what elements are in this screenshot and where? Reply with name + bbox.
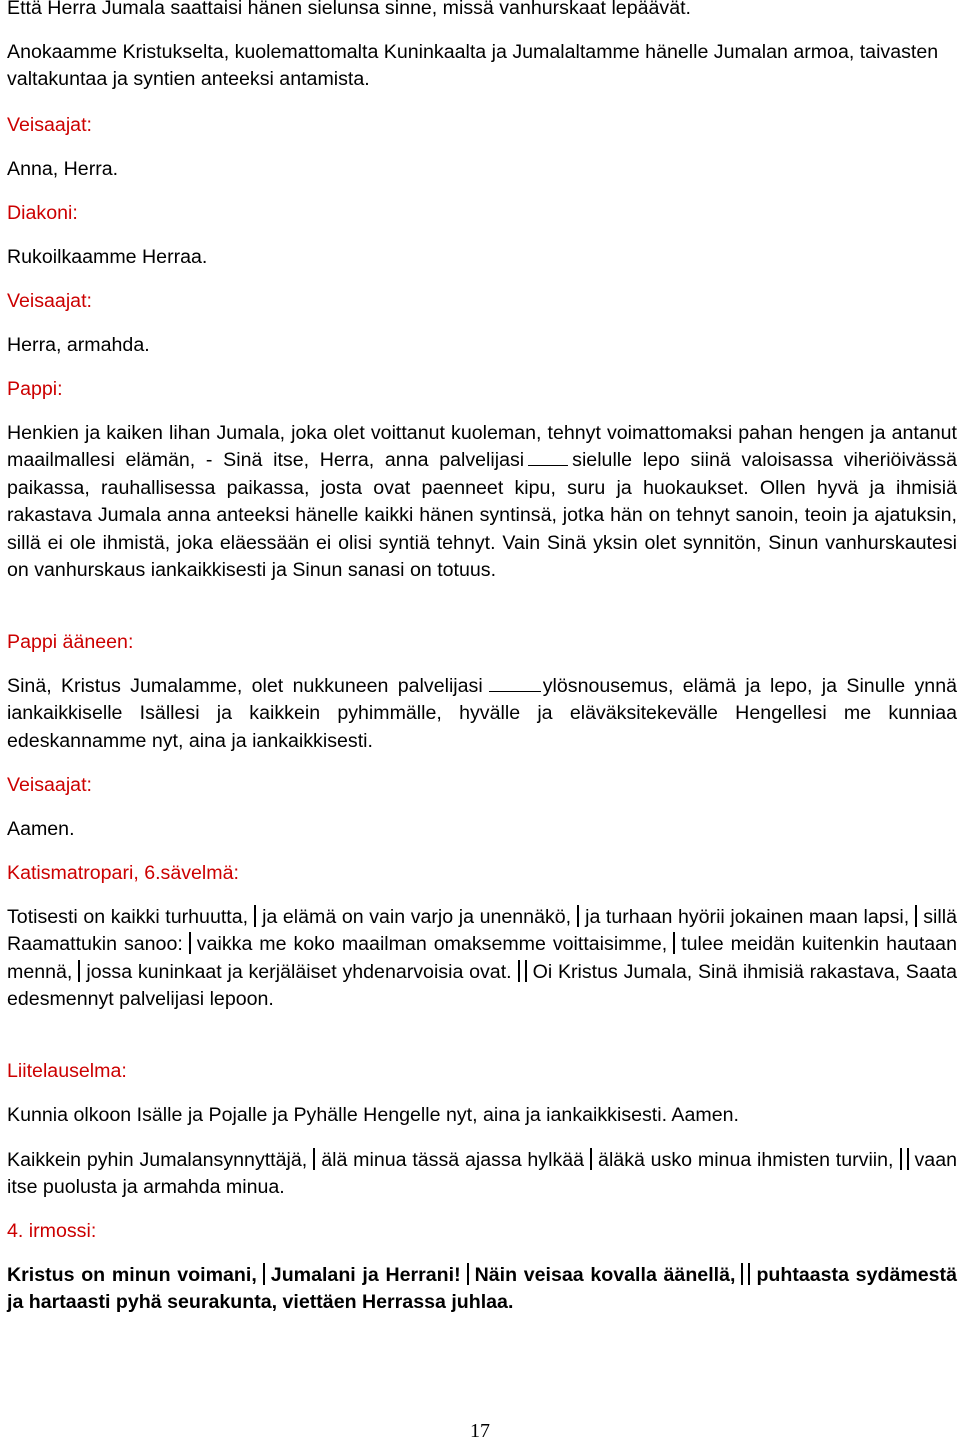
prayer-text: Vain Sinä yksin olet synnitön, Sinun vanhurskautesi on vanhurskaus iankaikkisesti ja Sinun sanasi on totuus. xyxy=(7,531,958,582)
hymn-text xyxy=(7,904,957,1014)
verse-segment: sillä Raamattukin sanoo: xyxy=(7,906,957,956)
page-number: 17 xyxy=(470,1420,490,1442)
irmos-text xyxy=(7,1262,957,1317)
verse-segment: Näin veisaa kovalla äänellä, xyxy=(474,1264,736,1286)
verse-segment: puhtaasta sydämestä ja hartaasti pyhä seurakunta, viettäen Herrassa juhlaa. xyxy=(7,1264,957,1314)
verse-separator xyxy=(263,1263,265,1285)
verse-segment: Jumalani ja Herrani! xyxy=(270,1264,461,1286)
verse-separator xyxy=(189,932,191,954)
verse-separator xyxy=(78,960,80,982)
exclamation-paragraph xyxy=(7,673,957,755)
verse-segment: tulee meidän kuitenkin hautaan mennä, xyxy=(7,933,957,983)
role-heading: Diakoni: xyxy=(7,202,78,224)
verse-separator xyxy=(915,905,917,927)
verse-separator xyxy=(254,905,256,927)
hymn-text xyxy=(7,1147,957,1202)
response-line: Rukoilkaamme Herraa. xyxy=(7,246,208,268)
paragraph: Anokaamme Kristukselta, kuolemattomalta Kuninkaalta ja Jumalaltamme hänelle Jumalan armoa, taivasten valtakuntaa ja syntien anteeksi antamista. xyxy=(7,41,939,91)
verse-segment: vaikka me koko maailman omaksemme voittaisimme, xyxy=(196,933,668,956)
verse-separator xyxy=(313,1148,315,1170)
name-blank xyxy=(489,675,541,692)
hymn-heading: Katismatropari, 6.sävelmä: xyxy=(7,862,239,884)
response-line: Anna, Herra. xyxy=(7,158,119,180)
verse-segment: vaan itse puolusta ja armahda minua. xyxy=(7,1149,957,1199)
verse-segment: ja elämä on vain varjo ja unennäkö, xyxy=(262,906,572,928)
paragraph: Että Herra Jumala saattaisi hänen sielunsa sinne, missä vanhurskaat lepäävät. xyxy=(7,0,691,19)
hymn-heading: 4. irmossi: xyxy=(7,1220,97,1242)
verse-separator xyxy=(673,932,675,954)
role-heading: Veisaajat: xyxy=(7,114,92,136)
role-heading: Veisaajat: xyxy=(7,774,92,796)
hymn-heading: Liitelauselma: xyxy=(7,1060,127,1082)
role-heading: Pappi ääneen: xyxy=(7,631,134,653)
verse-separator xyxy=(577,905,579,927)
verse-segment: Kristus on minun voimani, xyxy=(7,1264,257,1286)
verse-segment: ja turhaan hyörii jokainen maan lapsi, xyxy=(585,906,910,928)
verse-segment: Kaikkein pyhin Jumalansynnyttäjä, xyxy=(7,1149,308,1171)
verse-segment: äläkä usko minua ihmisten turviin, xyxy=(598,1149,894,1171)
verse-segment: Oi Kristus Jumala, Sinä ihmisiä rakastava, Saata edesmennyt palvelijasi lepoon. xyxy=(7,960,957,1011)
prayer-text: Ollen hyvä ja ihmisiä rakastava Jumala anna anteeksi hänelle kaikki hänen syntinsä, jotka hän on tehnyt sanoin, teoin ja ajatuksin, sillä ei ole ihmistä, joka eläessään ei olisi syntiä tehnyt. xyxy=(7,476,958,554)
name-blank xyxy=(528,449,568,466)
response-line: Aamen. xyxy=(7,818,75,840)
prayer-paragraph xyxy=(7,420,957,584)
prayer-text: Henkien ja kaiken lihan Jumala, joka olet voittanut kuoleman, tehnyt voimattomaksi pahan hengen ja antanut maailmallesi elämän, - Sinä itse, Herra, anna palvelijasi xyxy=(7,422,957,472)
verse-separator xyxy=(467,1263,469,1285)
verse-double-separator xyxy=(741,1263,750,1285)
exclamation-text: Sinä, Kristus Jumalamme, olet nukkuneen palvelijasi xyxy=(7,675,483,697)
prayer-text: sielulle lepo siinä valoisassa viheriöivässä paikassa, rauhallisessa paikassa, josta ovat paenneet kipu, suru ja huokaukset. xyxy=(7,449,957,499)
verse-segment: älä minua tässä ajassa hylkää xyxy=(321,1149,585,1171)
exclamation-text: ylösnousemus, elämä ja lepo, ja Sinulle ynnä iankaikkiselle Isällesi ja kaikkein pyhimmälle, hyvälle ja eläväksitekevälle Hengellesi me kunniaa edeskannamme nyt, aina ja iankaikkisesti. xyxy=(7,675,957,752)
doxology-line: Kunnia olkoon Isälle ja Pojalle ja Pyhälle Hengelle nyt, aina ja iankaikkisesti. Aamen. xyxy=(7,1104,739,1126)
role-heading: Veisaajat: xyxy=(7,290,92,312)
verse-separator xyxy=(590,1148,592,1170)
verse-double-separator xyxy=(900,1148,909,1170)
role-heading: Pappi: xyxy=(7,378,63,400)
verse-segment: jossa kuninkaat ja kerjäläiset yhdenarvoisia ovat. xyxy=(86,960,512,983)
response-line: Herra, armahda. xyxy=(7,334,150,356)
verse-double-separator xyxy=(518,960,527,982)
verse-segment: Totisesti on kaikki turhuutta, xyxy=(7,906,249,928)
